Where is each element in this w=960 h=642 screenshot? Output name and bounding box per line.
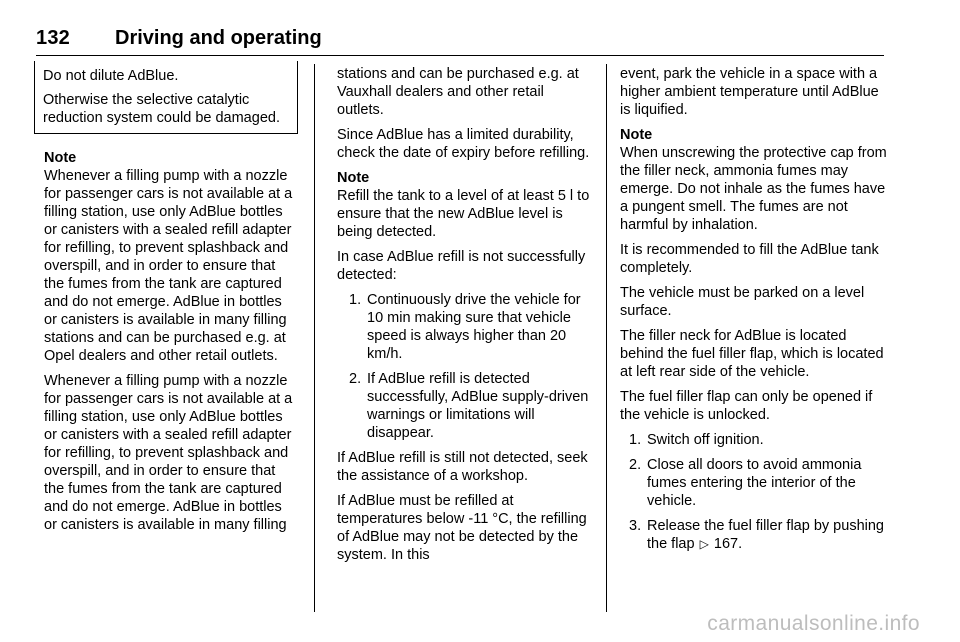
paragraph: event, park the vehicle in a space with a higher ambient temperature until AdBlue is liquified. bbox=[620, 66, 879, 118]
paragraph: The filler neck for AdBlue is located behind the fuel filler flap, which is located at left rear side of the vehicle. bbox=[620, 328, 884, 380]
step-number: 1. bbox=[629, 432, 642, 448]
paragraph: It is recommended to fill the AdBlue tank completely. bbox=[620, 242, 879, 276]
paragraph: If AdBlue must be refilled at temperatures below -11 °C, the refilling of AdBlue may not be detected by the system. In this bbox=[337, 493, 587, 563]
note-text: Refill the tank to a level of at least 5 l to ensure that the new AdBlue level is being detected. bbox=[337, 188, 590, 240]
page-reference-link[interactable]: 167. bbox=[713, 536, 743, 552]
step-number: 2. bbox=[349, 371, 362, 387]
step-text: If AdBlue refill is detected successfully, AdBlue supply-driven warnings or limitations will disappear. bbox=[367, 371, 589, 441]
note-block bbox=[337, 169, 593, 241]
paragraph: stations and can be purchased e.g. at Vauxhall dealers and other retail outlets. bbox=[337, 66, 579, 118]
step-number: 3. bbox=[629, 518, 642, 534]
column-divider-2 bbox=[606, 64, 607, 612]
paragraph: If AdBlue refill is still not detected, seek the assistance of a workshop. bbox=[337, 450, 588, 484]
step-text: Continuously drive the vehicle for 10 min making sure that vehicle speed is always higher than 20 km/h. bbox=[367, 292, 581, 362]
column-2 bbox=[337, 65, 593, 571]
warning-box bbox=[34, 61, 298, 134]
step-text: Release the fuel filler flap by pushing the flap bbox=[647, 518, 884, 552]
step-text: Close all doors to avoid ammonia fumes entering the interior of the vehicle. bbox=[647, 457, 862, 509]
column-1 bbox=[36, 61, 298, 541]
list-item bbox=[620, 431, 888, 449]
steps-list bbox=[337, 291, 593, 442]
note-block bbox=[620, 126, 888, 234]
page-number: 132 bbox=[36, 27, 70, 49]
warning-line-2: Otherwise the selective catalytic reduction system could be damaged. bbox=[43, 92, 280, 126]
list-item bbox=[620, 456, 888, 510]
note-heading: Note bbox=[44, 150, 77, 166]
note-heading: Note bbox=[620, 127, 653, 143]
list-item bbox=[620, 517, 888, 553]
note-text: When unscrewing the protective cap from the filler neck, ammonia fumes may emerge. Do not inhale as the fumes have a pungent smell. The fumes are not harmful by inhalation. bbox=[620, 145, 887, 233]
header-rule bbox=[36, 55, 884, 56]
step-number: 2. bbox=[629, 457, 642, 473]
paragraph: In case AdBlue refill is not successfully detected: bbox=[337, 249, 586, 283]
page-reference-icon: ▷ bbox=[699, 537, 709, 551]
list-item bbox=[337, 291, 593, 363]
watermark: carmanualsonline.info bbox=[707, 612, 920, 635]
step-text: Switch off ignition. bbox=[647, 432, 764, 448]
column-divider-1 bbox=[314, 64, 315, 612]
note-block bbox=[44, 149, 298, 365]
paragraph: Whenever a filling pump with a nozzle for passenger cars is not available at a filling station, use only AdBlue bottles or canisters with a sealed refill adapter for refilling, to prevent splashback and overspill, and in order to ensure that the fumes from the tank are captured and do not emerge. AdBlue in bottles or canisters is available in many filling bbox=[44, 373, 293, 533]
paragraph: The fuel filler flap can only be opened if the vehicle is unlocked. bbox=[620, 389, 873, 423]
page-title: Driving and operating bbox=[115, 27, 322, 49]
list-item bbox=[337, 370, 593, 442]
paragraph: Since AdBlue has a limited durability, check the date of expiry before refilling. bbox=[337, 127, 590, 161]
warning-line-1: Do not dilute AdBlue. bbox=[43, 68, 179, 84]
steps-list bbox=[620, 431, 888, 553]
paragraph: The vehicle must be parked on a level surface. bbox=[620, 285, 865, 319]
note-text: Whenever a filling pump with a nozzle for passenger cars is not available at a filling station, use only AdBlue bottles or canisters with a sealed refill adapter for refilling, to prevent splashback and overspill, and in order to ensure that the fumes from the tank are captured and do not emerge. AdBlue in bottles or canisters is available in many filling stations and can be purchased e.g. at Opel dealers and other retail outlets. bbox=[44, 168, 293, 364]
column-3 bbox=[620, 65, 888, 560]
step-number: 1. bbox=[349, 292, 362, 308]
note-heading: Note bbox=[337, 170, 370, 186]
